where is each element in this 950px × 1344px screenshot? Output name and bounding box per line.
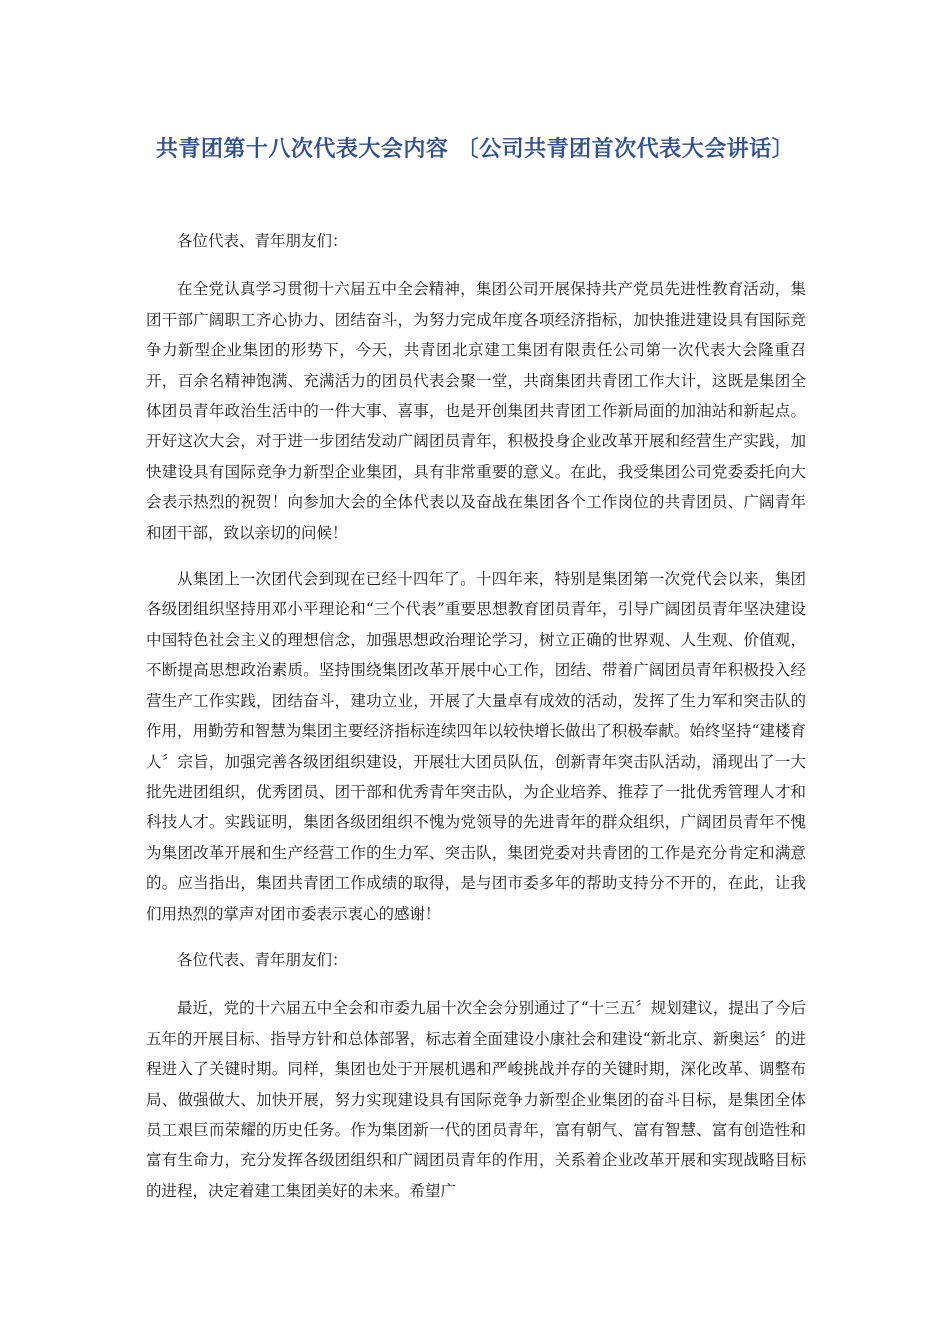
document-body: [146, 226, 806, 1222]
body-paragraph: 从集团上一次团代会到现在已经十四年了。十四年来，特别是集团第一次党代会以来，集团各级团组织坚持用邓小平理论和“三个代表”重要思想教育团员青年，引导广阔团员青年坚决建设中国特色社会主义的理想信念，加强思想政治理论学习，树立正确的世界观、人生观、价值观，不断提高思想政治素质。坚持围绕集团改革开展中心工作，团结、带着广阔团员青年积极投入经营生产工作实践，团结奋斗，建功立业，开展了大量卓有成效的活动，发挥了生力军和突击队的作用，用勤劳和智慧为集团主要经济指标连续四年以较快增长做出了积极奉献。始终坚持“建楼育人〞宗旨，加强完善各级团组织建设，开展壮大团员队伍，创新青年突击队活动，涌现出了一大批先进团组织，优秀团员、团干部和优秀青年突击队，为企业培养、推荐了一批优秀管理人才和科技人才。实践证明，集团各级团组织不愧为党领导的先进青年的群众组织，广阔团员青年不愧为集团改革开展和生产经营工作的生力军、突击队，集团党委对共青团的工作是充分肯定和满意的。应当指出，集团共青团工作成绩的取得，是与团市委多年的帮助支持分不开的，在此，让我们用热烈的掌声对团市委表示衷心的感谢！: [146, 570, 806, 923]
salutation-paragraph: 各位代表、青年朋友们：: [177, 950, 348, 969]
document-title: 共青团第十八次代表大会内容 〔公司共青团首次代表大会讲话〕: [155, 137, 795, 162]
body-paragraph: 在全党认真学习贯彻十六届五中全会精神，集团公司开展保持共产党员先进性教育活动，集团干部广阔职工齐心协力、团结奋斗，为努力完成年度各项经济指标，加快推进建设具有国际竞争力新型企业集团的形势下，今天，共青团北京建工集团有限责任公司第一次代表大会隆重召开，百余名精神饱满、充满活力的团员代表会聚一堂，共商集团共青团工作大计，这既是集团全体团员青年政治生活中的一件大事、喜事，也是开创集团共青团工作新局面的加油站和新起点。开好这次大会，对于进一步团结发动广阔团员青年，积极投身企业改革开展和经营生产实践，加快建设具有国际竞争力新型企业集团，具有非常重要的意义。在此，我受集团公司党委委托向大会表示热烈的祝贺！向参加大会的全体代表以及奋战在集团各个工作岗位的共青团员、广阔青年和团干部，致以亲切的问候！: [146, 280, 806, 542]
salutation-paragraph: 各位代表、青年朋友们：: [177, 232, 348, 250]
body-paragraph: 最近，党的十六届五中全会和市委九届十次全会分别通过了“十三五〞规划建议，提出了今后五年的开展目标、指导方针和总体部署，标志着全面建设小康社会和建设“新北京、新奥运〞的进程进入了关键时期。同样，集团也处于开展机遇和严峻挑战并存的关键时期，深化改革、调整布局、做强做大、加快开展，努力实现建设具有国际竞争力新型企业集团的奋斗目标，是集团全体员工艰巨而荣耀的历史任务。作为集团新一代的团员青年，富有朝气、富有智慧、富有创造性和富有生命力，充分发挥各级团组织和广阔团员青年的作用，关系着企业改革开展和实现战略目标的进程，决定着建工集团美好的未来。希望广: [146, 999, 806, 1200]
